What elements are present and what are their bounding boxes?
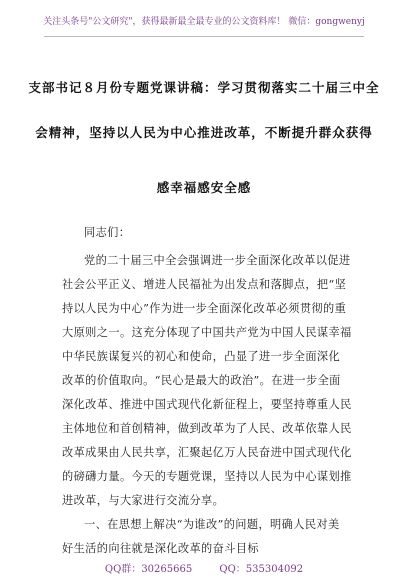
section-heading-line: 好生活的向往就是深化改革的奋斗目标	[62, 542, 259, 555]
page-footer	[0, 560, 408, 575]
page-header: 关注头条号"公文研究"，获得最新最全最专业的公文资料库！ 微信：gongwenyj	[43, 17, 365, 27]
paragraph-line: 中华民族谋复兴的初心和使命，凸显了进一步全面深化	[62, 350, 341, 363]
document-title-line-1: 支部书记８月份专题党课讲稿：学习贯彻落实二十届三中全	[28, 80, 380, 95]
paragraph-line: 持以人民为中心”作为进一步全面深化改革必须贯彻的重	[62, 302, 347, 315]
paragraph-line: 主体地位和首创精神，做到改革为了人民、改革依靠人民	[62, 422, 352, 435]
qq-number: QQ：535304092	[219, 564, 304, 575]
paragraph-line: 社会公平正义、增进人民福祉为出发点和落脚点，把“坚	[62, 278, 347, 291]
section-heading-line: 一、在思想上解决“为谁改”的问题，明确人民对美	[84, 518, 340, 531]
document-title-line-2: 会精神，坚持以人民为中心推进改革，不断提升群众获得	[35, 125, 373, 140]
paragraph-line: 党的二十届三中全会强调进一步全面深化改革以促进	[84, 254, 351, 267]
paragraph-line: 改革成果由人民共享，汇聚起亿万人民奋进中国式现代化	[62, 446, 352, 459]
qq-group-number: QQ群：30265665	[104, 564, 193, 575]
paragraph-line: 改革的价值取向。“民心是最大的政治”。在进一步全面	[62, 374, 341, 387]
document-title-line-3: 感幸福感安全感	[156, 180, 252, 195]
greeting: 同志们：	[84, 226, 131, 239]
paragraph-line: 深化改革、推进中国式现代化新征程上，要坚持尊重人民	[62, 398, 352, 411]
header-divider	[44, 36, 364, 37]
paragraph-line: 大原则之一。这充分体现了中国共产党为中国人民谋幸福	[62, 326, 352, 339]
paragraph-line: 进改革，与大家进行交流分享。	[62, 494, 225, 507]
paragraph-line: 的磅礴力量。今天的专题党课，坚持以人民为中心谋划推	[62, 470, 352, 483]
